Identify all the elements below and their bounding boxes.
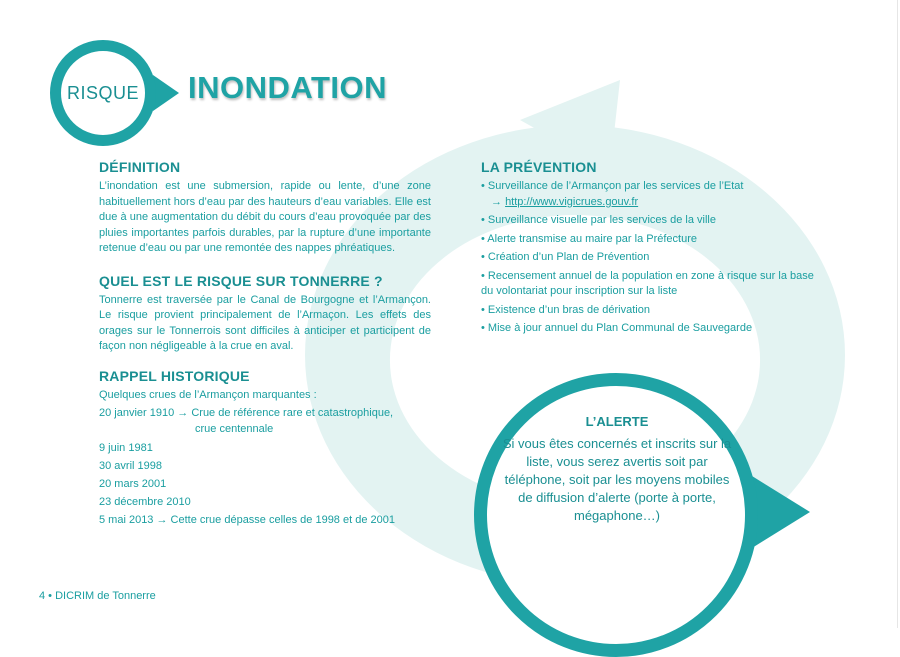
alerte-arrow-icon xyxy=(752,476,810,548)
history-list xyxy=(99,388,431,529)
history-item: 23 décembre 2010 xyxy=(99,495,191,508)
prevention-item: • Existence d’un bras de dérivation xyxy=(481,303,650,316)
definition-heading: DÉFINITION xyxy=(99,159,181,175)
page-title: INONDATION xyxy=(188,70,388,105)
risk-heading: QUEL EST LE RISQUE SUR TONNERRE ? xyxy=(99,272,383,289)
history-item: 9 juin 1981 xyxy=(99,441,153,454)
page-footer: 4 • DICRIM de Tonnerre xyxy=(39,590,156,602)
left-column xyxy=(99,159,431,531)
alerte-text: Si vous êtes concernés et inscrits sur la liste, vous serez avertis soit par téléphone, soit par les moyens mobiles de diffusion d’alerte (porte à porte, mégaphone…) xyxy=(502,436,732,523)
history-item: 20 janvier 1910 → Crue de référence rare et catastrophique, xyxy=(99,407,394,419)
prevention-item-text: • Surveillance de l’Armançon par les services de l’Etat xyxy=(481,180,744,192)
prevention-item: • Mise à jour annuel du Plan Communal de Sauvegarde xyxy=(481,322,753,334)
risque-badge-label: RISQUE xyxy=(66,82,139,103)
history-item-continuation: crue centennale xyxy=(195,423,274,435)
vigicrues-link-line xyxy=(481,195,821,211)
prevention-list xyxy=(481,179,821,337)
badge-arrow-icon xyxy=(153,75,179,111)
vigicrues-link[interactable]: http://www.vigicrues.gouv.fr xyxy=(505,195,639,208)
history-intro: Quelques crues de l’Armançon marquantes : xyxy=(99,388,317,401)
prevention-item: • Création d’un Plan de Prévention xyxy=(481,251,650,263)
risk-text: Tonnerre est traversée par le Canal de Bourgogne et l’Armançon. Le risque provient principalement de l’Armaçon. Les effets des orages sur le Tonnerrois sont difficiles à anticiper et participent de façon non négligeable à la crue en aval. xyxy=(99,293,431,352)
definition-section xyxy=(99,159,431,257)
risque-badge xyxy=(50,40,156,146)
prevention-section xyxy=(481,159,821,337)
right-column xyxy=(481,159,821,340)
definition-text: L’inondation est une submersion, rapide ou lente, d’une zone habituellement hors d’eau par des hauteurs d’eau variables. Elle est due à une augmentation du débit du cours d’eau provoquée par des pluies importantes parfois durables, par la rupture d’une importante retenue d’eau ou par une remontée des nappes phréatiques. xyxy=(99,180,431,254)
risk-section xyxy=(99,273,431,355)
history-item: 20 mars 2001 xyxy=(99,477,167,490)
arrow-right-icon: → xyxy=(491,195,506,208)
prevention-item: • Surveillance visuelle par les services de la ville xyxy=(481,214,716,226)
history-section xyxy=(99,368,431,529)
page-edge-line xyxy=(897,0,898,628)
history-item: 30 avril 1998 xyxy=(99,459,162,472)
alerte-section xyxy=(497,414,737,525)
prevention-item: • Recensement annuel de la population en zone à risque sur la base du volontariat pour inscription sur la liste xyxy=(481,269,814,297)
history-heading: RAPPEL HISTORIQUE xyxy=(99,367,250,384)
history-item: 5 mai 2013 → Cette crue dépasse celles de 1998 et de 2001 xyxy=(99,513,395,526)
prevention-heading: LA PRÉVENTION xyxy=(481,159,597,175)
prevention-item xyxy=(481,179,821,210)
alerte-heading: L’ALERTE xyxy=(585,414,649,429)
prevention-item: • Alerte transmise au maire par la Préfecture xyxy=(481,232,697,245)
